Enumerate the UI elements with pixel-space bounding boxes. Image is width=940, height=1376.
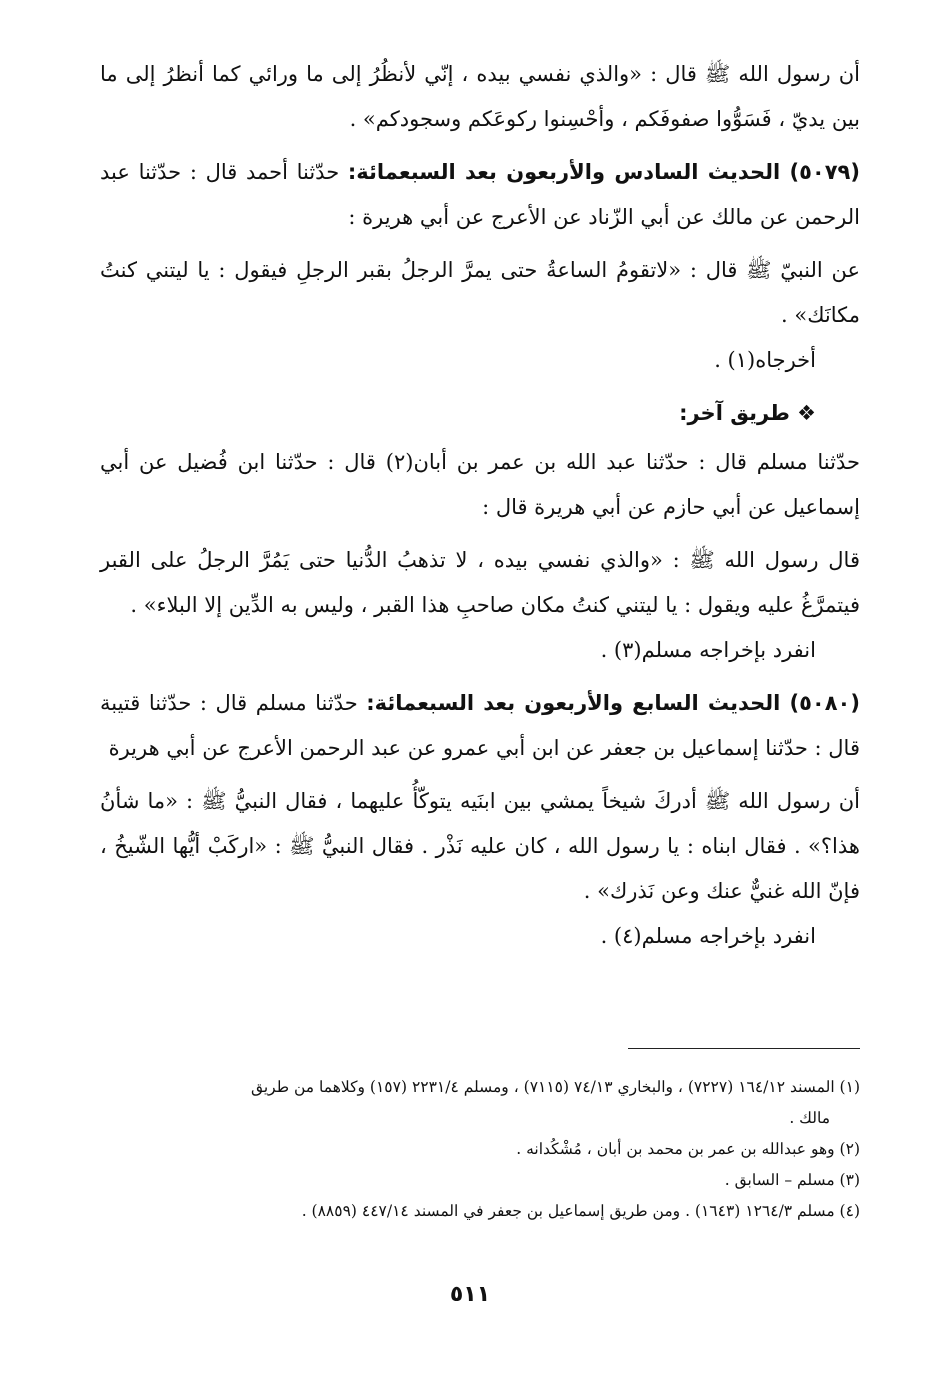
paragraph-hadith-text-3: قال رسول الله ﷺ : «والذي نفسي بيده ، لا تذهبُ الدُّنيا حتى يَمُرَّ الرجلُ على القبر فيتمرَّغُ عليه ويقول : يا ليتني كنتُ مكان صاحبِ هذا القبر ، وليس به الدِّين إلا البلاء» . — [100, 548, 860, 617]
page-number: ٥١١ — [449, 1282, 491, 1307]
hadith-5080 — [100, 681, 860, 771]
hadith-chain-5079: حدّثنا أحمد قال : حدّثنا عبد الرحمن عن مالك عن أبي الزّناد عن الأعرج عن أبي هريرة : — [100, 160, 860, 229]
footnote-1-continuation: مالك . — [789, 1109, 830, 1127]
footnote-3: (٣) مسلم – السابق . — [724, 1171, 860, 1189]
footnote-4: (٤) مسلم ١٢٦٤/٣ (١٦٤٣) . ومن طريق إسماعيل بن جعفر في المسند ٤٤٧/١٤ (٨٨٥٩) . — [301, 1202, 860, 1220]
paragraph-hadith-text-2: عن النبيّ ﷺ قال : «لاتقومُ الساعةُ حتى يمرَّ الرجلُ بقبر الرجلِ فيقول : يا ليتني كنتُ مكانَك» . — [100, 258, 860, 327]
footnote-separator — [628, 1048, 860, 1049]
footnotes — [100, 1072, 860, 1227]
paragraph-hadith-text-1: أن رسول الله ﷺ قال : «والذي نفسي بيده ، إنّي لأنظُرُ إلى ما ورائي كما أنظرُ إلى ما بين يديّ ، فَسَوُّوا صفوفَكم ، وأحْسِنوا ركوعَكم وسجودكم» . — [100, 62, 860, 131]
paragraph-reference-3: انفرد بإخراجه مسلم(٣) . — [600, 638, 816, 662]
hadith-5079 — [100, 150, 860, 240]
section-heading-another-route: ❖ طريق آخر: — [679, 401, 816, 425]
paragraph-chain-2: حدّثنا مسلم قال : حدّثنا عبد الله بن عمر بن أبان(٢) قال : حدّثنا ابن فُضيل عن أبي إسماعيل عن أبي حازم عن أبي هريرة قال : — [100, 450, 860, 519]
paragraph-hadith-text-4: أن رسول الله ﷺ أدركَ شيخاً يمشي بين ابنَيه يتوكّأُ عليهما ، فقال النبيُّ ﷺ : «ما شأنُ هذا؟» . فقال ابناه : يا رسول الله ، كان عليه نَذْر . فقال النبيُّ ﷺ : «اركَبْ أيُّها الشّيخُ ، فإنّ الله غنيٌّ عنك وعن نَذرك» . — [100, 789, 860, 903]
paragraph-reference-1: أخرجاه(١) . — [714, 348, 816, 372]
footnote-1: (١) المسند ١٦٤/١٢ (٧٢٢٧) ، والبخاري ٧٤/١٣ (٧١١٥) ، ومسلم ٢٢٣١/٤ (١٥٧) وكلاهما من طريق — [250, 1078, 860, 1096]
hadith-chain-5080: حدّثنا مسلم قال : حدّثنا قتيبة قال : حدّثنا إسماعيل بن جعفر عن ابن أبي عمرو عن عبد الرحمن الأعرج عن أبي هريرة — [100, 691, 860, 760]
page-body — [100, 52, 860, 959]
hadith-heading-5079: (٥٠٧٩) الحديث السادس والأربعون بعد السبعمائة: — [347, 160, 860, 184]
paragraph-reference-4: انفرد بإخراجه مسلم(٤) . — [600, 924, 816, 948]
footnote-2: (٢) وهو عبدالله بن عمر بن محمد بن أبان ، مُشْكُدانه . — [516, 1140, 860, 1158]
hadith-heading-5080: (٥٠٨٠) الحديث السابع والأربعون بعد السبعمائة: — [366, 691, 860, 715]
